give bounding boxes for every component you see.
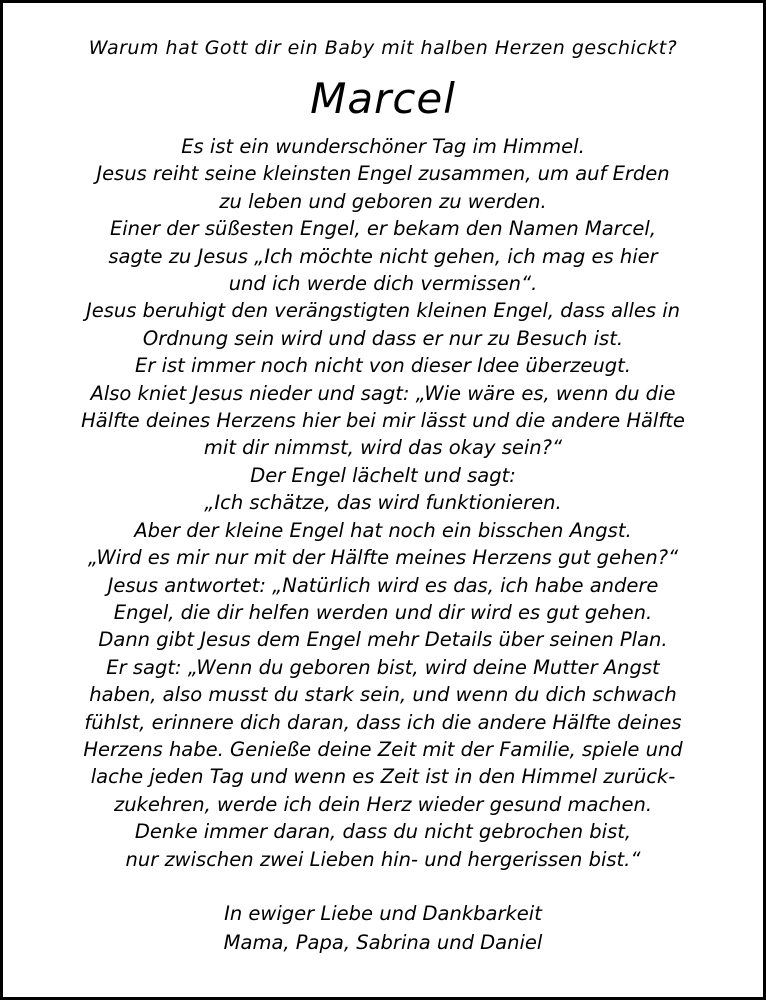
poem-line: Aber der kleine Engel hat noch ein bisschen Angst. (134, 518, 632, 542)
headline: Warum hat Gott dir ein Baby mit halben Herzen geschickt? (88, 37, 678, 59)
poem-line: „Wird es mir nur mit der Hälfte meines Herzens gut gehen?“ (87, 546, 679, 570)
signature-dedication: In ewiger Liebe und Dankbarkeit (224, 901, 542, 925)
poem-line: zu leben und geboren zu werden. (219, 189, 547, 213)
poem-line: Er ist immer noch nicht von dieser Idee überzeugt. (135, 354, 631, 378)
poem-line: nur zwischen zwei Lieben hin- und hergerissen bist.“ (125, 847, 641, 871)
poem-line: Jesus reiht seine kleinsten Engel zusammen, um auf Erden (96, 162, 670, 186)
signature (3, 899, 763, 957)
poem-line: Also kniet Jesus nieder und sagt: „Wie wäre es, wenn du die (90, 381, 676, 405)
poem-line: Jesus antwortet: „Natürlich wird es das, ich habe andere (107, 573, 659, 597)
poem-line: haben, also musst du stark sein, und wenn du dich schwach (89, 683, 677, 707)
poem-line: Hälfte deines Herzens hier bei mir lässt und die andere Hälfte (81, 409, 685, 433)
poem-line: Engel, die dir helfen werden und dir wird es gut gehen. (113, 600, 653, 624)
poem-line: Denke immer daran, dass du nicht gebrochen bist, (134, 820, 632, 844)
poem-line: Jesus beruhigt den verängstigten kleinen Engel, dass alles in (85, 299, 681, 323)
poem-line: Er sagt: „Wenn du geboren bist, wird deine Mutter Angst (106, 655, 660, 679)
poem-line: zukehren, werde ich dein Herz wieder gesund machen. (113, 792, 653, 816)
poem-line: sagte zu Jesus „Ich möchte nicht gehen, ich mag es hier (108, 244, 658, 268)
poem-line: lache jeden Tag und wenn es Zeit ist in den Himmel zurück- (90, 765, 676, 789)
poem-line: fühlst, erinnere dich daran, dass ich die andere Hälfte deines (84, 710, 682, 734)
deceased-name: Marcel (310, 74, 456, 123)
poem-line: Ordnung sein wird und dass er nur zu Besuch ist. (142, 326, 624, 350)
poem-line: Dann gibt Jesus dem Engel mehr Details über seinen Plan. (98, 628, 668, 652)
poem-line: und ich werde dich vermissen“. (228, 272, 538, 296)
poem-line: Es ist ein wunderschöner Tag im Himmel. (181, 135, 585, 158)
poem (3, 133, 763, 873)
poem-line: Herzens habe. Genieße deine Zeit mit der Familie, spiele und (83, 737, 683, 761)
poem-line: Einer der süßesten Engel, er bekam den Namen Marcel, (109, 217, 657, 241)
poem-line: „Ich schätze, das wird funktionieren. (204, 491, 562, 515)
poem-line: Der Engel lächelt und sagt: (250, 463, 516, 487)
poem-line: mit dir nimmst, wird das okay sein?“ (203, 436, 563, 460)
signature-family: Mama, Papa, Sabrina und Daniel (223, 930, 543, 954)
